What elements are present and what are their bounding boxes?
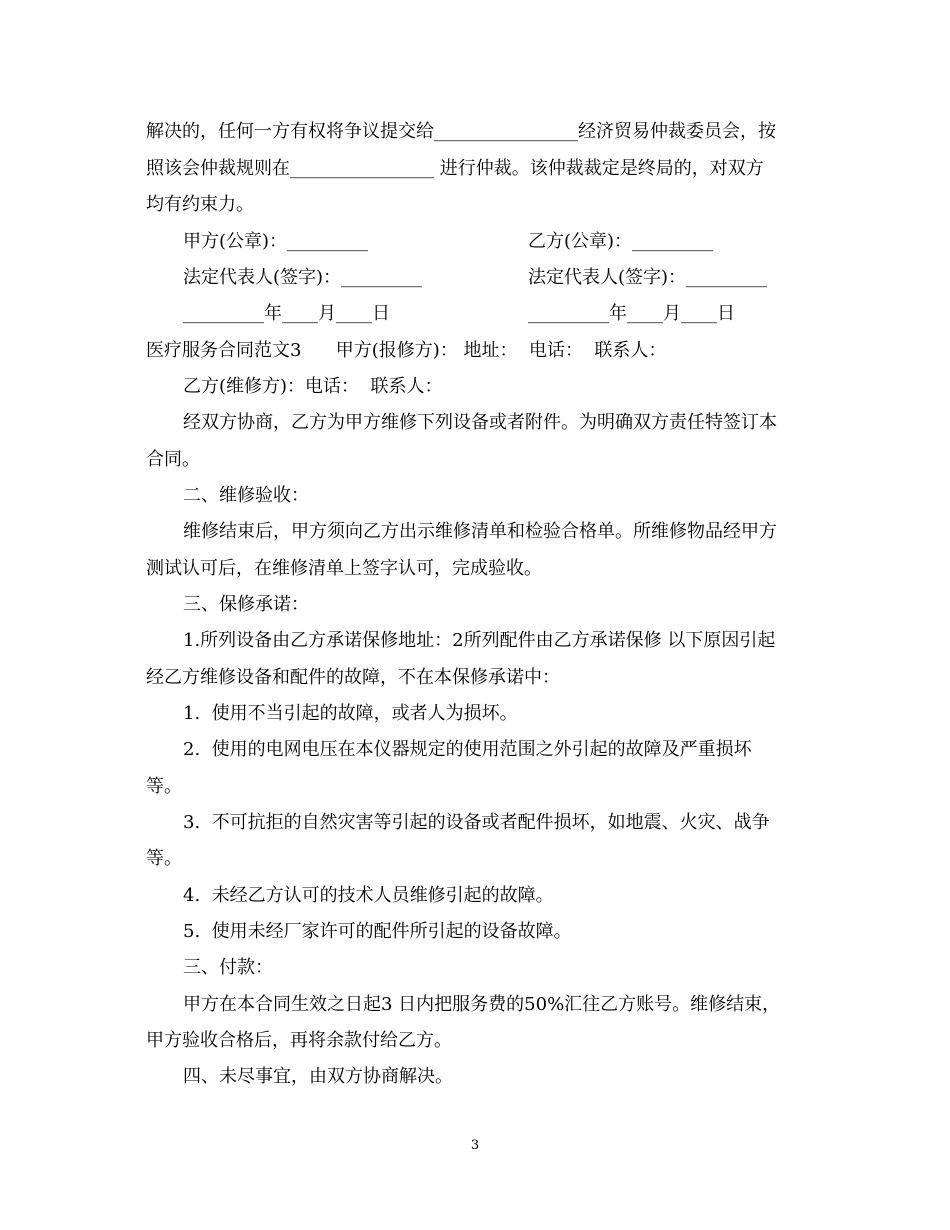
- list-item: 1. 使用不当引起的故障，或者人为损坏。: [183, 703, 518, 724]
- paragraph-line: 甲方在本合同生效之日起3 日内把服务费的50%汇往乙方账号。维修结束，: [183, 994, 781, 1015]
- party-b-date: _________年____月____日: [528, 303, 735, 324]
- paragraph-line: 测试认可后，在维修清单上签字认可，完成验收。: [146, 558, 542, 579]
- list-item: 5. 使用未经厂家许可的配件所引起的设备故障。: [183, 921, 572, 942]
- paragraph-line: 经乙方维修设备和配件的故障，不在本保修承诺中：: [146, 667, 560, 688]
- paragraph-line: 维修结束后，甲方须向乙方出示维修清单和检验合格单。所维修物品经甲方: [183, 521, 777, 542]
- list-item: 3. 不可抗拒的自然灾害等引起的设备或者配件损坏，如地震、火灾、战争: [183, 812, 770, 833]
- paragraph-line: 1.所列设备由乙方承诺保修地址：2所列配件由乙方承诺保修 以下原因引起: [183, 630, 776, 651]
- paragraph-line: 解决的，任何一方有权将争议提交给________________经济贸易仲裁委员会，按: [146, 121, 776, 142]
- list-item: 4. 未经乙方认可的技术人员维修引起的故障。: [183, 885, 554, 906]
- section-heading: 四、未尽事宜，由双方协商解决。: [183, 1066, 453, 1087]
- list-item-continuation: 等。: [146, 776, 182, 797]
- list-item-continuation: 等。: [146, 848, 182, 869]
- contract-heading-line: 医疗服务合同范文3 甲方(报修方)： 地址： 电话： 联系人：: [146, 340, 667, 361]
- paragraph-line: 照该会仲裁规则在________________ 进行仲裁。该仲裁裁定是终局的，对双方: [146, 158, 764, 179]
- party-b-seal: 乙方(公章)：_________: [528, 231, 714, 252]
- section-heading: 三、付款：: [183, 957, 273, 978]
- paragraph-line: 合同。: [146, 449, 200, 470]
- party-a-representative: 法定代表人(签字)：_________: [183, 267, 423, 288]
- paragraph-line: 均有约束力。: [146, 194, 254, 215]
- party-b-representative: 法定代表人(签字)：_________: [528, 267, 768, 288]
- list-item: 2. 使用的电网电压在本仪器规定的使用范围之外引起的故障及严重损坏: [183, 739, 752, 760]
- section-heading: 二、维修验收：: [183, 485, 309, 506]
- section-heading: 三、保修承诺：: [183, 594, 309, 615]
- paragraph-line: 甲方验收合格后，再将余款付给乙方。: [146, 1030, 452, 1051]
- party-a-seal: 甲方(公章)：_________: [183, 231, 369, 252]
- page-number: 3: [470, 1138, 480, 1153]
- paragraph-line: 经双方协商，乙方为甲方维修下列设备或者附件。为明确双方责任特签订本: [183, 412, 777, 433]
- paragraph-line: 乙方(维修方)：电话： 联系人：: [183, 376, 443, 397]
- party-a-date: _________年____月____日: [183, 303, 390, 324]
